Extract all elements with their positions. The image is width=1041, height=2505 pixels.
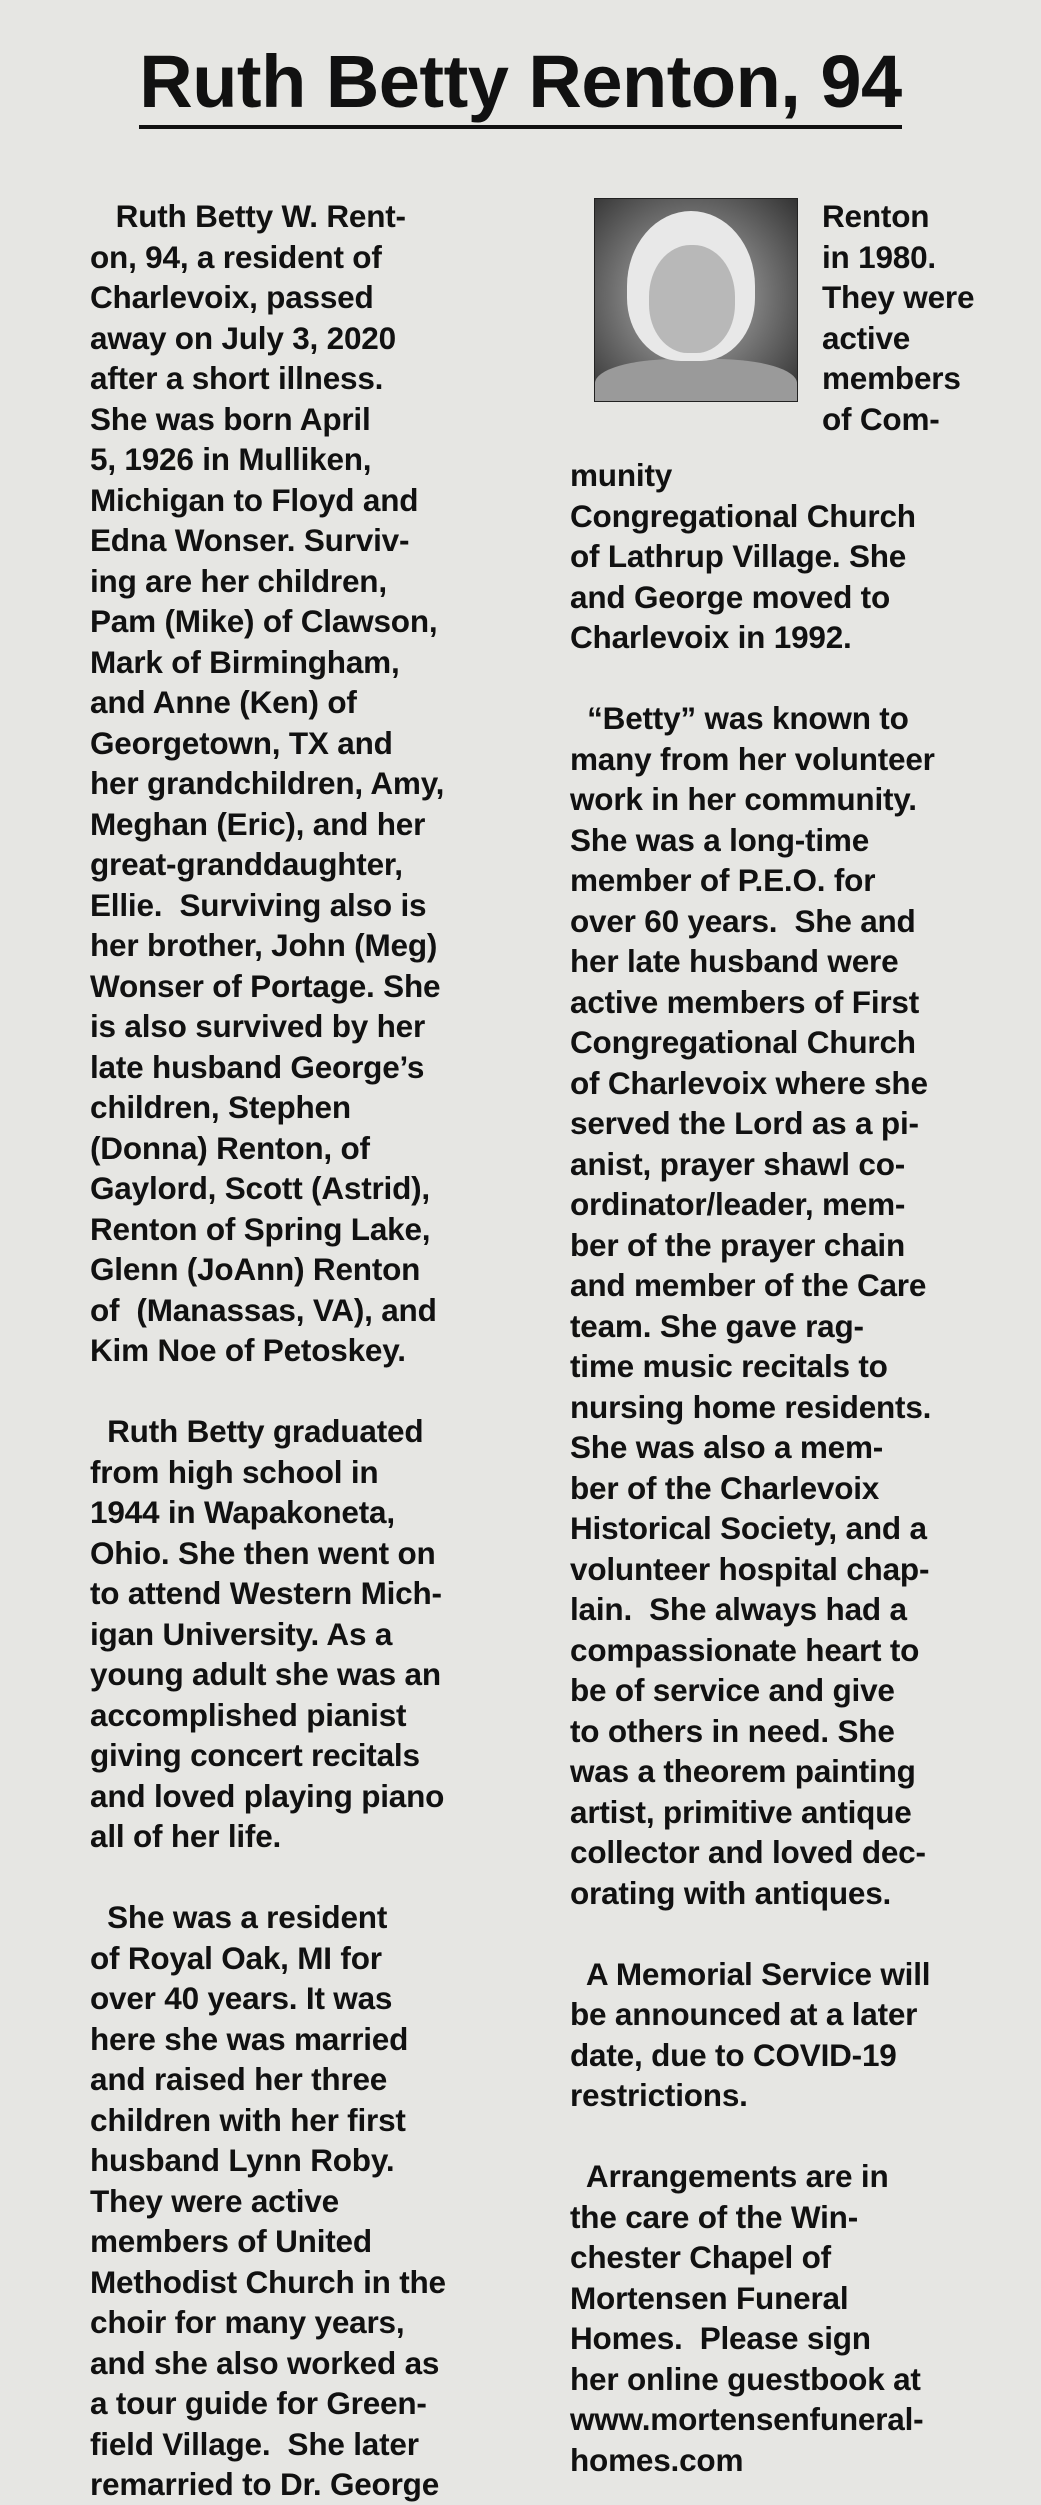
- text-line: Mark of Birmingham,: [90, 643, 400, 680]
- text-line: Congregational Church: [570, 1024, 916, 1060]
- text-line: all of her life.: [90, 1818, 282, 1854]
- text-line: and member of the Care: [570, 1267, 927, 1303]
- right-column-top: [822, 196, 974, 439]
- portrait-photo: [594, 198, 798, 402]
- text-line: Renton of Spring Lake,: [90, 1210, 431, 1247]
- text-line: time music recitals to: [570, 1348, 888, 1384]
- text-line: Ruth Betty W. Rent-: [90, 198, 406, 234]
- text-line: members of United: [90, 2223, 372, 2259]
- text-line: field Village. She later: [90, 2425, 419, 2462]
- text-line: Glenn (JoAnn) Renton: [90, 1251, 421, 1287]
- obituary-title: [0, 42, 1041, 122]
- text-line: Mortensen Funeral: [570, 2279, 849, 2316]
- text-line: active members of First: [570, 983, 920, 1020]
- text-line: a tour guide for Green-: [90, 2385, 427, 2421]
- text-line: be announced at a later: [570, 1996, 918, 2032]
- text-line: husband Lynn Roby.: [90, 2142, 395, 2178]
- text-line: Charlevoix, passed: [90, 279, 374, 315]
- text-line: in 1980.: [822, 238, 936, 275]
- text-line: She was also a mem-: [570, 1429, 884, 1465]
- text-line: accomplished pianist: [90, 1696, 407, 1733]
- text-line: [90, 1857, 446, 1898]
- text-line: team. She gave rag-: [570, 1307, 864, 1344]
- text-line: She was a resident: [90, 1899, 388, 1935]
- text-line: [570, 658, 935, 699]
- text-line: away on July 3, 2020: [90, 319, 396, 356]
- text-line: work in her community.: [570, 781, 917, 817]
- text-line: giving concert recitals: [90, 1737, 420, 1773]
- text-line: artist, primitive antique: [570, 1793, 912, 1830]
- text-line: member of P.E.O. for: [570, 862, 876, 898]
- text-line: to others in need. She: [570, 1712, 895, 1749]
- left-column: [90, 196, 446, 2505]
- text-line: chester Chapel of: [570, 2239, 831, 2275]
- text-line: Renton: [822, 198, 930, 234]
- text-line: volunteer hospital chap-: [570, 1550, 930, 1587]
- text-line: her brother, John (Meg): [90, 927, 438, 963]
- text-line: members: [822, 360, 961, 396]
- text-line: www.mortensenfuneral-: [570, 2401, 924, 2437]
- text-line: after a short illness.: [90, 360, 384, 396]
- text-line: her online guestbook at: [570, 2360, 921, 2397]
- text-line: homes.com: [570, 2441, 744, 2478]
- text-line: She was a long-time: [570, 821, 870, 858]
- text-line: her late husband were: [570, 943, 899, 979]
- text-line: They were active: [90, 2182, 339, 2219]
- text-line: ber of the Charlevoix: [570, 1469, 880, 1506]
- text-line: Ruth Betty graduated: [90, 1413, 424, 1449]
- text-line: Edna Wonser. Surviv-: [90, 522, 410, 558]
- text-line: restrictions.: [570, 2077, 748, 2113]
- text-line: late husband George’s: [90, 1048, 425, 1085]
- text-line: her grandchildren, Amy,: [90, 765, 445, 801]
- text-line: Meghan (Eric), and her: [90, 805, 426, 842]
- text-line: Wonser of Portage. She: [90, 967, 441, 1004]
- text-line: is also survived by her: [90, 1008, 426, 1044]
- text-line: children, Stephen: [90, 1089, 351, 1125]
- text-line: 5, 1926 in Mulliken,: [90, 441, 372, 477]
- text-line: here she was married: [90, 2020, 409, 2057]
- text-line: of Lathrup Village. She: [570, 538, 907, 574]
- text-line: Ohio. She then went on: [90, 1534, 436, 1571]
- text-line: (Donna) Renton, of: [90, 1129, 370, 1166]
- text-line: many from her volunteer: [570, 740, 935, 777]
- title-text: Ruth Betty Renton, 94: [139, 40, 901, 129]
- text-line: from high school in: [90, 1453, 379, 1490]
- text-line: Historical Society, and a: [570, 1510, 927, 1546]
- text-line: young adult she was an: [90, 1656, 441, 1692]
- text-line: and Anne (Ken) of: [90, 684, 357, 720]
- text-line: and loved playing piano: [90, 1777, 445, 1814]
- text-line: children with her first: [90, 2101, 406, 2138]
- text-line: be of service and give: [570, 1672, 895, 1708]
- text-line: was a theorem painting: [570, 1753, 916, 1789]
- text-line: ordinator/leader, mem-: [570, 1186, 906, 1222]
- text-line: Pam (Mike) of Clawson,: [90, 603, 438, 639]
- text-line: active: [822, 319, 911, 356]
- text-line: lain. She always had a: [570, 1591, 907, 1627]
- text-line: 1944 in Wapakoneta,: [90, 1494, 395, 1530]
- text-line: over 60 years. She and: [570, 902, 916, 939]
- text-line: nursing home residents.: [570, 1388, 932, 1425]
- text-line: Ellie. Surviving also is: [90, 886, 427, 923]
- text-line: munity: [570, 457, 673, 493]
- text-line: [570, 2116, 935, 2157]
- text-line: Georgetown, TX and: [90, 724, 393, 761]
- text-line: Gaylord, Scott (Astrid),: [90, 1170, 430, 1206]
- text-line: [570, 1913, 935, 1954]
- text-line: and George moved to: [570, 578, 890, 615]
- text-line: Kim Noe of Petoskey.: [90, 1332, 406, 1368]
- text-line: Congregational Church: [570, 497, 916, 534]
- text-line: of Royal Oak, MI for: [90, 1939, 382, 1976]
- text-line: orating with antiques.: [570, 1874, 892, 1911]
- text-line: They were: [822, 279, 975, 315]
- text-line: Arrangements are in: [570, 2158, 889, 2194]
- text-line: [90, 1371, 446, 1412]
- text-line: of Charlevoix where she: [570, 1064, 928, 1101]
- text-line: Methodist Church in the: [90, 2263, 446, 2300]
- text-line: anist, prayer shawl co-: [570, 1145, 906, 1182]
- text-line: and she also worked as: [90, 2344, 440, 2381]
- text-line: choir for many years,: [90, 2304, 405, 2340]
- text-line: Michigan to Floyd and: [90, 481, 419, 518]
- text-line: ing are her children,: [90, 562, 387, 599]
- text-line: to attend Western Mich-: [90, 1575, 442, 1611]
- text-line: Homes. Please sign: [570, 2320, 871, 2356]
- text-line: collector and loved dec-: [570, 1834, 926, 1870]
- text-line: great-granddaughter,: [90, 846, 403, 882]
- text-line: igan University. As a: [90, 1615, 393, 1652]
- text-line: of (Manassas, VA), and: [90, 1291, 437, 1328]
- text-line: She was born April: [90, 400, 371, 437]
- text-line: of Com-: [822, 400, 940, 437]
- text-line: on, 94, a resident of: [90, 238, 382, 275]
- right-column: [570, 455, 935, 2480]
- text-line: ber of the prayer chain: [570, 1226, 905, 1263]
- text-line: date, due to COVID-19: [570, 2036, 897, 2073]
- text-line: A Memorial Service will: [570, 1955, 931, 1992]
- text-line: the care of the Win-: [570, 2198, 858, 2235]
- text-line: remarried to Dr. George: [90, 2466, 440, 2502]
- text-line: Charlevoix in 1992.: [570, 619, 852, 655]
- text-line: compassionate heart to: [570, 1631, 920, 1668]
- text-line: “Betty” was known to: [570, 700, 909, 736]
- text-line: and raised her three: [90, 2061, 388, 2097]
- text-line: over 40 years. It was: [90, 1980, 393, 2016]
- text-line: served the Lord as a pi-: [570, 1105, 919, 1141]
